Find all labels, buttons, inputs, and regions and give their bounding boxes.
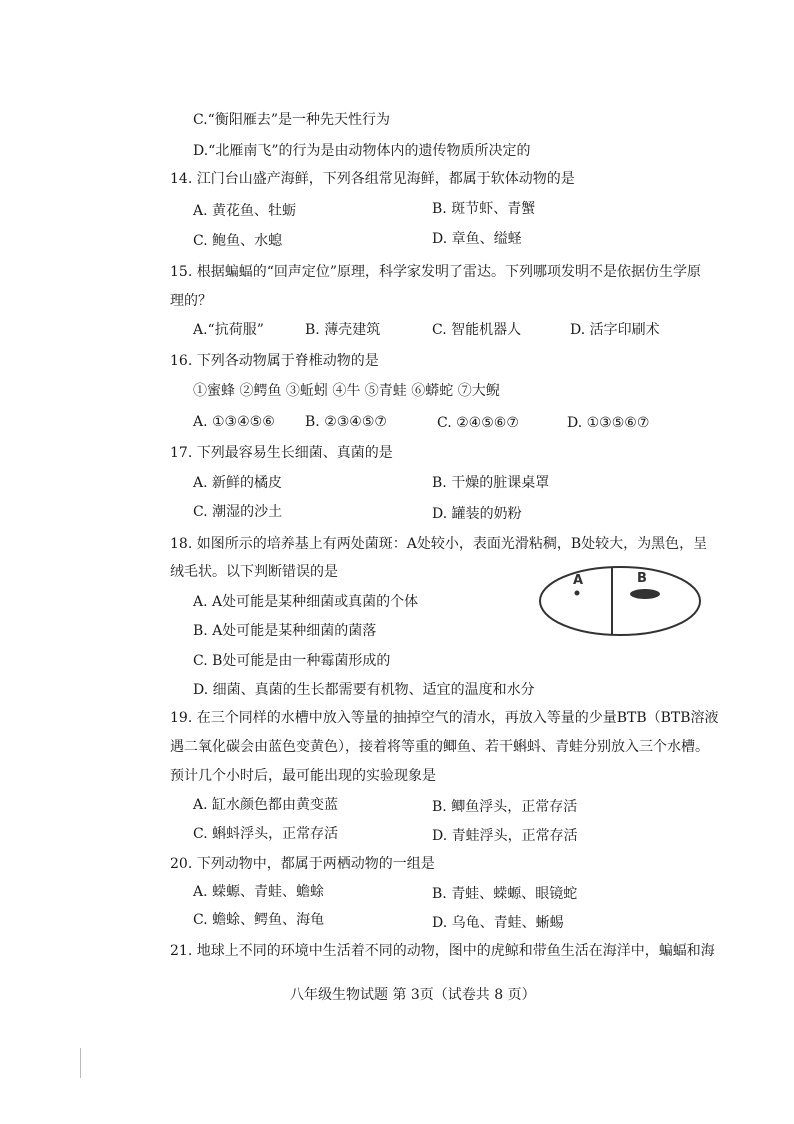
q20-stem: 20. 下列动物中，都属于两栖动物的一组是 — [170, 856, 435, 872]
q16-stem: 16. 下列各动物属于脊椎动物的是 — [170, 353, 379, 369]
q20-option-c: C. 蟾蜍、鳄鱼、海龟 — [193, 912, 325, 928]
q20-option-a: A. 蝾螈、青蛙、蟾蜍 — [193, 884, 325, 900]
q19-option-c: C. 蝌蚪浮头，正常存活 — [193, 826, 339, 842]
q15-option-d: D. 活字印刷术 — [570, 322, 660, 338]
q19-option-b: B. 鲫鱼浮头，正常存活 — [432, 799, 578, 815]
q17-option-a: A. 新鲜的橘皮 — [193, 475, 283, 491]
q18-option-c: C. B处可能是由一种霉菌形成的 — [193, 653, 391, 669]
q20-option-b: B. 青蛙、蝾螈、眼镜蛇 — [432, 886, 578, 902]
q17-option-b: B. 干燥的脏课桌罩 — [432, 475, 550, 491]
q15-stem-line1: 15. 根据蝙蝠的“回声定位”原理，科学家发明了雷达。下列哪项发明不是依据仿生学原 — [170, 264, 702, 280]
q16-animal-list: ①蜜蜂 ②鳄鱼 ③蚯蚓 ④牛 ⑤青蛙 ⑥蟒蛇 ⑦大鲵 — [193, 383, 500, 399]
q18-stem-line1: 18. 如图所示的培养基上有两处菌斑：A处较小，表面光滑粘稠，B处较大，为黑色，呈 — [170, 536, 708, 552]
q15-option-a: A.“抗荷服” — [193, 322, 264, 338]
page-footer: 八年级生物试题 第 3页（试卷共 8 页） — [290, 987, 536, 1003]
q16-option-c: C. ②④⑤⑥⑦ — [437, 415, 519, 431]
colony-label-b: B — [637, 571, 647, 586]
q19-stem-line1: 19. 在三个同样的水槽中放入等量的抽掉空气的清水，再放入等量的少量BTB（BTB溶液 — [170, 710, 719, 726]
q14-stem: 14. 江门台山盛产海鲜，下列各组常见海鲜，都属于软体动物的是 — [170, 171, 575, 187]
q16-option-d: D. ①③⑤⑥⑦ — [567, 415, 650, 431]
q16-option-a: A. ①③④⑤⑥ — [193, 414, 275, 430]
q13-option-d: D.“北雁南飞”的行为是由动物体内的遗传物质所决定的 — [193, 143, 531, 159]
q19-stem-line3: 预计几个小时后，最可能出现的实验现象是 — [170, 768, 436, 784]
q14-option-d: D. 章鱼、缢蛏 — [432, 231, 522, 247]
q19-stem-line2: 遇二氧化碳会由蓝色变黄色），接着将等重的鲫鱼、若干蝌蚪、青蛙分别放入三个水槽。 — [170, 739, 709, 755]
q15-stem-line2: 理的？ — [170, 293, 212, 309]
q14-option-c: C. 鲍鱼、水螅 — [193, 233, 283, 249]
q17-stem: 17. 下列最容易生长细菌、真菌的是 — [170, 445, 393, 461]
petri-dish-outline — [540, 567, 700, 635]
q14-option-a: A. 黄花鱼、牡蛎 — [193, 203, 297, 219]
colony-b-spot — [630, 589, 660, 599]
q18-option-b: B. A处可能是某种细菌的菌落 — [193, 623, 377, 639]
petri-dish-figure — [538, 564, 702, 638]
q17-option-c: C. 潮湿的沙土 — [193, 504, 283, 520]
q18-option-d: D. 细菌、真菌的生长都需要有机物、适宜的温度和水分 — [193, 682, 535, 698]
q21-stem: 21. 地球上不同的环境中生活着不同的动物，图中的虎鲸和带鱼生活在海洋中，蝙蝠和海 — [170, 943, 715, 959]
q16-option-b: B. ②③④⑤⑦ — [305, 414, 387, 430]
q14-option-b: B. 斑节虾、青蟹 — [432, 201, 536, 217]
q20-option-d: D. 乌龟、青蛙、蜥蜴 — [432, 915, 564, 931]
q17-option-d: D. 罐装的奶粉 — [432, 506, 522, 522]
q19-option-d: D. 青蛙浮头，正常存活 — [432, 828, 578, 844]
q19-option-a: A. 缸水颜色都由黄变蓝 — [193, 797, 339, 813]
q13-option-c: C.“衡阳雁去”是一种先天性行为 — [193, 112, 390, 128]
colony-a-spot — [575, 591, 580, 596]
q15-option-c: C. 智能机器人 — [432, 322, 522, 338]
q18-option-a: A. A处可能是某种细菌或真菌的个体 — [193, 594, 419, 610]
q18-stem-line2: 绒毛状。以下判断错误的是 — [170, 564, 338, 580]
colony-label-a: A — [573, 573, 584, 588]
scan-edge-mark — [80, 1048, 81, 1078]
q15-option-b: B. 薄壳建筑 — [305, 322, 381, 338]
